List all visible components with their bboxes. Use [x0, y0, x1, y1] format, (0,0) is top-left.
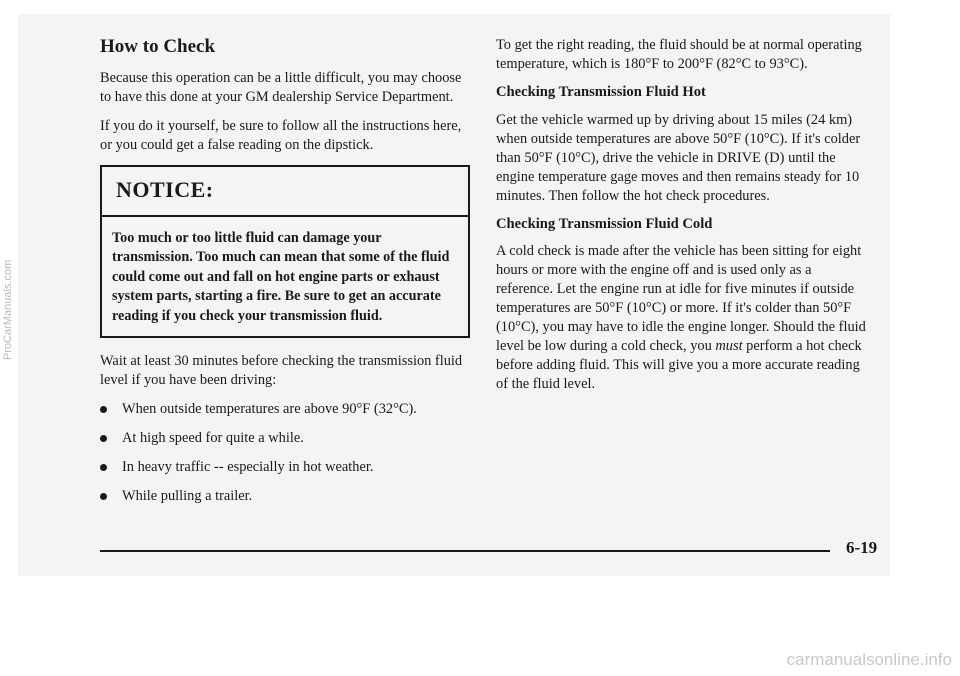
side-watermark: ProCarManuals.com	[2, 259, 14, 360]
footer-rule	[100, 550, 830, 552]
bullet-icon	[100, 493, 107, 500]
bullet-icon	[100, 406, 107, 413]
right-column	[496, 36, 866, 404]
temperature-paragraph: To get the right reading, the fluid should be at normal operating temperature, which is 180°F to 200°F (82°C to 93°C).	[496, 37, 862, 72]
list-item: In heavy traffic -- especially in hot weather.	[100, 458, 468, 477]
cold-check-heading: Checking Transmission Fluid Cold	[496, 215, 713, 232]
instructions-paragraph: If you do it yourself, be sure to follow all the instructions here, or you could get a false reading on the dipstick.	[100, 117, 462, 153]
wait-paragraph: Wait at least 30 minutes before checking the transmission fluid level if you have been driving:	[100, 353, 463, 389]
left-column	[100, 36, 468, 516]
cold-check-paragraph: A cold check is made after the vehicle has been sitting for eight hours or more with the engine off and is used only as a reference. Let the engine run at idle for five minutes if outside temperatures are 50°F (10°C) or more. If it's colder than 50°F (10°C), you may have to idle the engine longer. Should the fluid level be low during a cold check, you must perform a hot check before adding fluid. This will give you a more accurate reading of the fluid level.	[496, 243, 866, 392]
bottom-watermark: carmanualsonline.info	[786, 650, 952, 669]
list-item: While pulling a trailer.	[100, 487, 468, 506]
notice-box	[100, 165, 470, 339]
hot-check-heading: Checking Transmission Fluid Hot	[496, 84, 706, 100]
bullet-icon	[100, 435, 107, 442]
hot-check-paragraph: Get the vehicle warmed up by driving about 15 miles (24 km) when outside temperatures are above 50°F (10°C). If it's colder than 50°F (10°C), drive the vehicle in DRIVE (D) until the engine temperature gage moves and then remains steady for 10 minutes. Then follow the hot check procedures.	[496, 111, 861, 204]
conditions-list	[100, 400, 468, 506]
manual-page	[18, 14, 890, 576]
list-item: At high speed for quite a while.	[100, 429, 468, 448]
intro-paragraph: Because this operation can be a little difficult, you may choose to have this done at your GM dealership Service Department.	[100, 69, 462, 105]
bullet-icon	[100, 464, 107, 471]
emphasis-must: must	[715, 338, 743, 354]
page-number: 6-19	[846, 538, 878, 557]
notice-title: NOTICE:	[102, 167, 468, 217]
notice-body: Too much or too little fluid can damage your transmission. Too much can mean that some of the fluid could come out and fall on hot engine parts or exhaust system parts, starting a fire. Be sure to get an accurate reading if you check your transmission fluid.	[112, 229, 450, 324]
section-title: How to Check	[100, 36, 216, 57]
list-item: When outside temperatures are above 90°F (32°C).	[100, 400, 468, 419]
